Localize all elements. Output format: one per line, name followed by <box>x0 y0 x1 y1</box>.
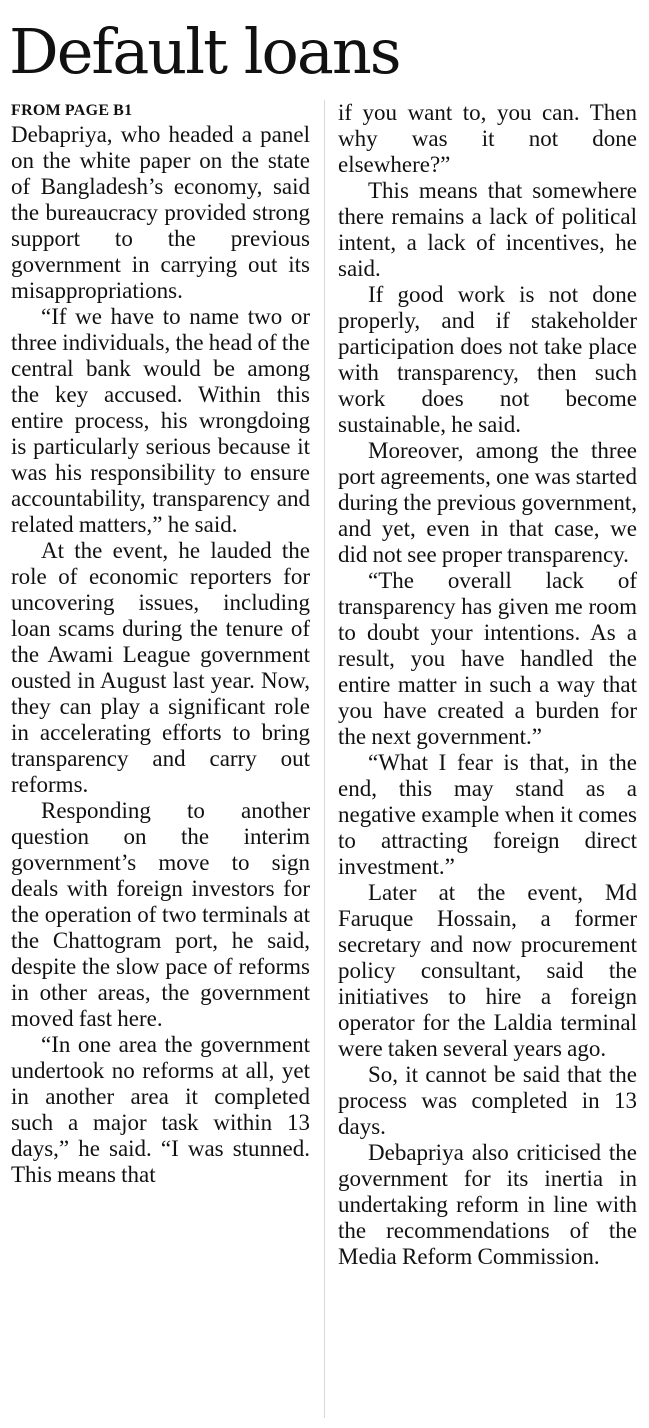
continuation-kicker: FROM PAGE B1 <box>11 102 133 119</box>
paragraph: Debapriya also criticised the government for its inertia in undertaking reform in line with the recommendations of the Media Reform Commission. <box>338 1140 637 1269</box>
paragraph: At the event, he lauded the role of economic reporters for uncovering issues, including loan scams during the tenure of the Awami League government ousted in August last year. Now, they can play a significant role in accelerating efforts to bring transparency and carry out reforms. <box>11 538 310 797</box>
paragraph: Debapriya, who headed a panel on the white paper on the state of Bangladesh’s economy, said the bureaucracy provided strong support to the previous government in carrying out its misappropriations. <box>11 122 310 303</box>
left-column <box>11 100 310 1188</box>
paragraph: Responding to another question on the interim government’s move to sign deals with foreign investors for the operation of two terminals at the Chattogram port, he said, despite the slow pace of reforms in other areas, the government moved fast here. <box>11 798 310 1031</box>
headline: Default loans <box>9 15 400 88</box>
paragraph: So, it cannot be said that the process was completed in 13 days. <box>338 1062 637 1139</box>
paragraph: Moreover, among the three port agreements, one was started during the previous government, and yet, even in that case, we did not see proper transparency. <box>338 438 637 567</box>
paragraph: “If we have to name two or three individuals, the head of the central bank would be among the key accused. Within this entire process, his wrongdoing is particularly serious because it was his responsibility to ensure accountability, transparency and related matters,” he said. <box>11 304 310 537</box>
paragraph: This means that somewhere there remains a lack of political intent, a lack of incentives, he said. <box>338 178 637 281</box>
paragraph: If good work is not done properly, and if stakeholder participation does not take place with transparency, then such work does not become sustainable, he said. <box>338 282 637 437</box>
column-divider <box>324 100 325 1418</box>
paragraph: “What I fear is that, in the end, this may stand as a negative example when it comes to attracting foreign direct investment.” <box>338 750 637 879</box>
paragraph: Later at the event, Md Faruque Hossain, a former secretary and now procurement policy consultant, said the initiatives to hire a foreign operator for the Laldia terminal were taken several years ago. <box>338 880 637 1061</box>
paragraph: “In one area the government undertook no reforms at all, yet in another area it completed such a major task within 13 days,” he said. “I was stunned. This means that <box>11 1032 310 1187</box>
paragraph-continuation: if you want to, you can. Then why was it not done elsewhere?” <box>338 100 637 177</box>
paragraph: “The overall lack of transparency has given me room to doubt your intentions. As a result, you have handled the entire matter in such a way that you have created a burden for the next government.” <box>338 568 637 749</box>
right-column <box>338 100 637 1270</box>
